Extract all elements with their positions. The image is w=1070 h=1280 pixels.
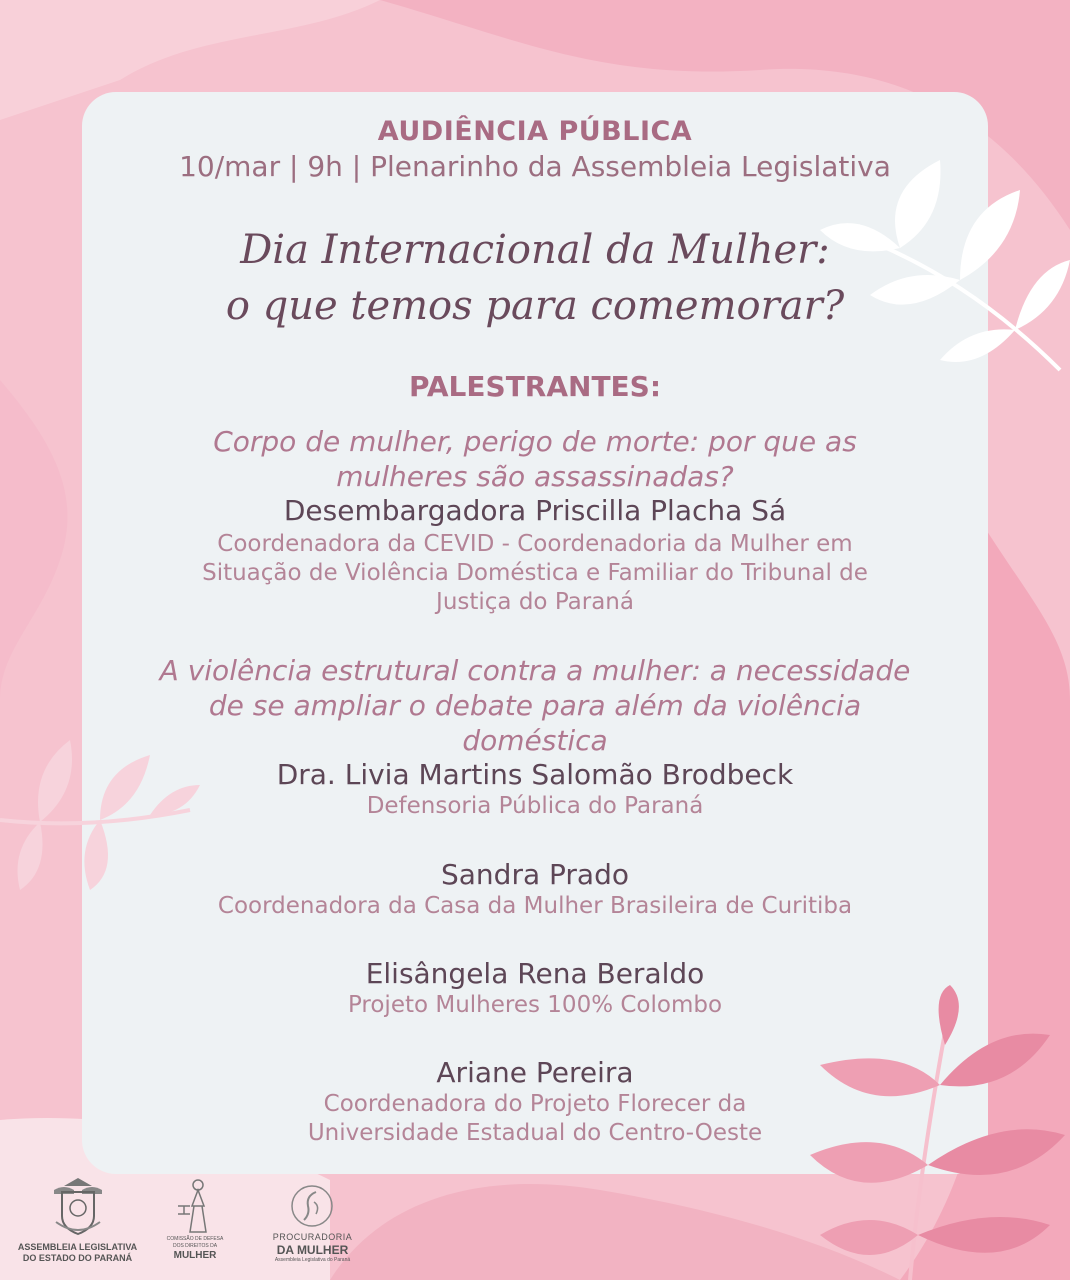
speaker-role-line: Defensoria Pública do Paraná	[366, 793, 704, 819]
talk-topic-line: A violência estrutural contra a mulher: a necessidade	[159, 654, 911, 687]
footer-logos	[0, 1174, 420, 1280]
assembleia-line-2: DO ESTADO DO PARANÁ	[22, 1253, 133, 1263]
speaker-name: Elisângela Rena Beraldo	[365, 957, 705, 990]
procuradoria-logo	[255, 1174, 370, 1274]
talk-block-2	[82, 653, 988, 821]
title-line-1: Dia Internacional da Mulher:	[240, 227, 830, 273]
speaker-role-line: Projeto Mulheres 100% Colombo	[347, 992, 723, 1018]
talk-topic-line: de se ampliar o debate para além da violência	[208, 689, 862, 722]
speaker-block-4	[82, 957, 988, 1020]
event-title	[82, 222, 988, 334]
comissao-line-3: MULHER	[173, 1250, 217, 1261]
assembleia-logo	[10, 1174, 145, 1274]
talk-topic-line: doméstica	[462, 724, 608, 757]
comissao-logo	[160, 1174, 230, 1274]
speaker-role-line: Universidade Estadual do Centro-Oeste	[307, 1120, 763, 1146]
justice-woman-icon	[174, 1176, 216, 1234]
talk-topic-line: mulheres são assassinadas?	[336, 460, 734, 493]
speaker-name: Dra. Livia Martins Salomão Brodbeck	[276, 758, 794, 791]
talk-topic-line: Corpo de mulher, perigo de morte: por que as	[213, 425, 857, 458]
comissao-line-1: COMISSÃO DE DEFESA	[166, 1236, 224, 1242]
speaker-role-line: Coordenadora da Casa da Mulher Brasileira de Curitiba	[217, 893, 853, 919]
speaker-role-line: Justiça do Paraná	[436, 589, 634, 615]
procuradoria-line-1: PROCURADORIA	[272, 1232, 353, 1242]
comissao-line-2: DOS DIREITOS DA	[172, 1243, 218, 1249]
speaker-role-line: Coordenadora da CEVID - Coordenadoria da Mulher em	[217, 531, 853, 557]
coat-of-arms-icon	[50, 1176, 106, 1238]
speaker-name: Desembargadora Priscilla Placha Sá	[283, 494, 787, 527]
speaker-role-line: Situação de Violência Doméstica e Familiar do Tribunal de	[202, 560, 868, 586]
event-type: AUDIÊNCIA PÚBLICA	[377, 116, 693, 147]
speaker-name: Sandra Prado	[441, 858, 629, 891]
title-line-2: o que temos para comemorar?	[225, 283, 845, 329]
speakers-heading: PALESTRANTES:	[408, 370, 662, 403]
woman-profile-icon	[290, 1184, 334, 1228]
assembleia-line-1: ASSEMBLEIA LEGISLATIVA	[17, 1242, 138, 1252]
talk-block-1	[82, 424, 988, 617]
event-details: 10/mar | 9h | Plenarinho da Assembleia Legislativa	[179, 150, 891, 183]
speaker-block-5	[82, 1056, 988, 1148]
procuradoria-line-3: Assembleia Legislativa do Paraná	[274, 1257, 351, 1263]
speaker-name: Ariane Pereira	[436, 1056, 634, 1089]
speaker-role-line: Coordenadora do Projeto Florecer da	[323, 1091, 747, 1117]
procuradoria-line-2: DA MULHER	[276, 1243, 349, 1257]
speaker-block-3	[82, 858, 988, 921]
